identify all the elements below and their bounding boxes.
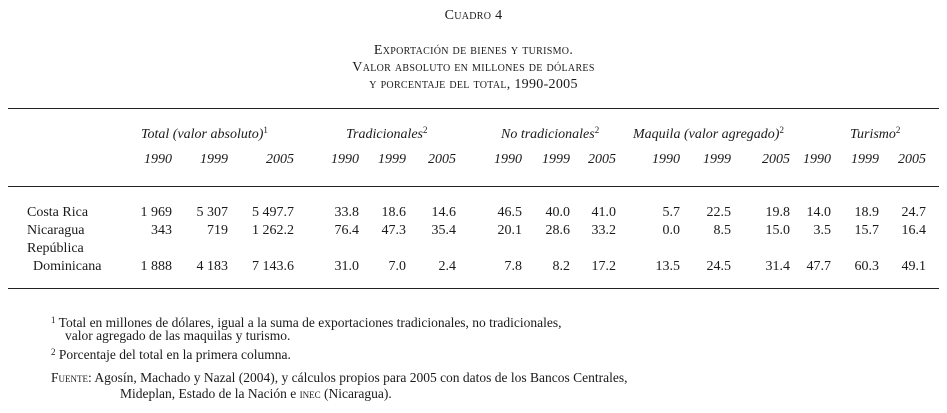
table-cell: 24.5 <box>706 259 731 274</box>
table-cell: 1 969 <box>140 205 172 220</box>
table-cell: 0.0 <box>662 223 680 238</box>
table-cell: 4 183 <box>196 259 228 274</box>
row-label-cont: Dominicana <box>33 259 102 274</box>
table-cell: 24.7 <box>901 205 926 220</box>
row-label: República <box>27 241 84 256</box>
table-cell: 47.3 <box>381 223 406 238</box>
table-cell: 22.5 <box>706 205 731 220</box>
table-cell: 5.7 <box>662 205 680 220</box>
year-header-maquila-2: 2005 <box>762 152 790 167</box>
table-cell: 14.6 <box>431 205 456 220</box>
table-cell: 33.8 <box>334 205 359 220</box>
year-header-tradicionales-0: 1990 <box>331 152 359 167</box>
table-cell: 14.0 <box>806 205 831 220</box>
row-label: Nicaragua <box>27 223 85 238</box>
table-cell: 2.4 <box>438 259 456 274</box>
table-title-line-1: Exportación de bienes y turismo. <box>373 43 574 58</box>
table-cell: 3.5 <box>813 223 831 238</box>
table-title-line-2: Valor absoluto en millones de dólares <box>352 60 595 75</box>
year-header-no-tradicionales-1: 1999 <box>542 152 570 167</box>
table-cell: 15.7 <box>854 223 879 238</box>
table-cell: 33.2 <box>591 223 616 238</box>
group-header-total: Total (valor absoluto)$^1$ <box>141 125 268 142</box>
year-header-tradicionales-2: 2005 <box>428 152 456 167</box>
year-header-maquila-1: 1999 <box>703 152 731 167</box>
table-cell: 31.0 <box>334 259 359 274</box>
year-header-total-1: 1999 <box>200 152 228 167</box>
top-rule <box>8 108 939 109</box>
year-header-tradicionales-1: 1999 <box>378 152 406 167</box>
table-cell: 47.7 <box>806 259 831 274</box>
footnote-2: $^2$ Porcentaje del total en la primera columna. <box>51 347 291 362</box>
source-note: Fuente: Agosín, Machado y Nazal (2004), y cálculos propios para 2005 con datos de los Bancos Centrales, <box>51 370 628 385</box>
table-cell: 19.8 <box>765 205 790 220</box>
row-label: Costa Rica <box>27 205 89 220</box>
source-note-cont: Mideplan, Estado de la Nación e inec (Nicaragua). <box>120 386 392 401</box>
year-header-total-0: 1990 <box>144 152 172 167</box>
year-header-total-2: 2005 <box>266 152 294 167</box>
year-header-no-tradicionales-0: 1990 <box>494 152 522 167</box>
table-cell: 5 307 <box>196 205 228 220</box>
table-cell: 17.2 <box>591 259 616 274</box>
group-header-maquila: Maquila (valor agregado)$^2$ <box>633 125 784 142</box>
year-header-turismo-2: 2005 <box>898 152 926 167</box>
group-header-tradicionales: Tradicionales$^2$ <box>346 125 428 142</box>
table-cell: 31.4 <box>765 259 790 274</box>
table-cell: 7 143.6 <box>252 259 294 274</box>
table-cell: 5 497.7 <box>252 205 294 220</box>
table-cell: 343 <box>151 223 172 238</box>
table-cell: 15.0 <box>765 223 790 238</box>
table-title-line-3: y porcentaje del total, 1990-2005 <box>369 77 578 92</box>
table-cell: 40.0 <box>545 205 570 220</box>
table-cell: 7.0 <box>388 259 406 274</box>
table-cell: 16.4 <box>901 223 926 238</box>
year-header-turismo-0: 1990 <box>803 152 831 167</box>
table-cell: 8.2 <box>552 259 570 274</box>
table-cell: 18.6 <box>381 205 406 220</box>
table-cell: 76.4 <box>334 223 359 238</box>
footnote-1: $^1$ Total en millones de dólares, igual a la suma de exportaciones tradicionales, no tradicionales, <box>51 315 562 330</box>
footnote-1-cont: valor agregado de las maquilas y turismo. <box>65 328 291 343</box>
table-cell: 8.5 <box>713 223 731 238</box>
table-cell: 60.3 <box>854 259 879 274</box>
table-cell: 7.8 <box>504 259 522 274</box>
table-cell: 28.6 <box>545 223 570 238</box>
header-rule <box>8 186 939 187</box>
table-cell: 41.0 <box>591 205 616 220</box>
table-label: Cuadro 4 <box>444 8 503 23</box>
table-cell: 719 <box>207 223 228 238</box>
table-cell: 49.1 <box>901 259 926 274</box>
table-cell: 1 888 <box>140 259 172 274</box>
year-header-no-tradicionales-2: 2005 <box>588 152 616 167</box>
table-cell: 13.5 <box>655 259 680 274</box>
bottom-rule <box>8 288 939 289</box>
year-header-maquila-0: 1990 <box>652 152 680 167</box>
year-header-turismo-1: 1999 <box>851 152 879 167</box>
table-cell: 46.5 <box>497 205 522 220</box>
group-header-turismo: Turismo$^2$ <box>850 125 901 142</box>
table-cell: 18.9 <box>854 205 879 220</box>
table-cell: 1 262.2 <box>252 223 294 238</box>
table-cell: 35.4 <box>431 223 456 238</box>
table-cell: 20.1 <box>497 223 522 238</box>
group-header-no-tradicionales: No tradicionales$^2$ <box>501 125 600 142</box>
